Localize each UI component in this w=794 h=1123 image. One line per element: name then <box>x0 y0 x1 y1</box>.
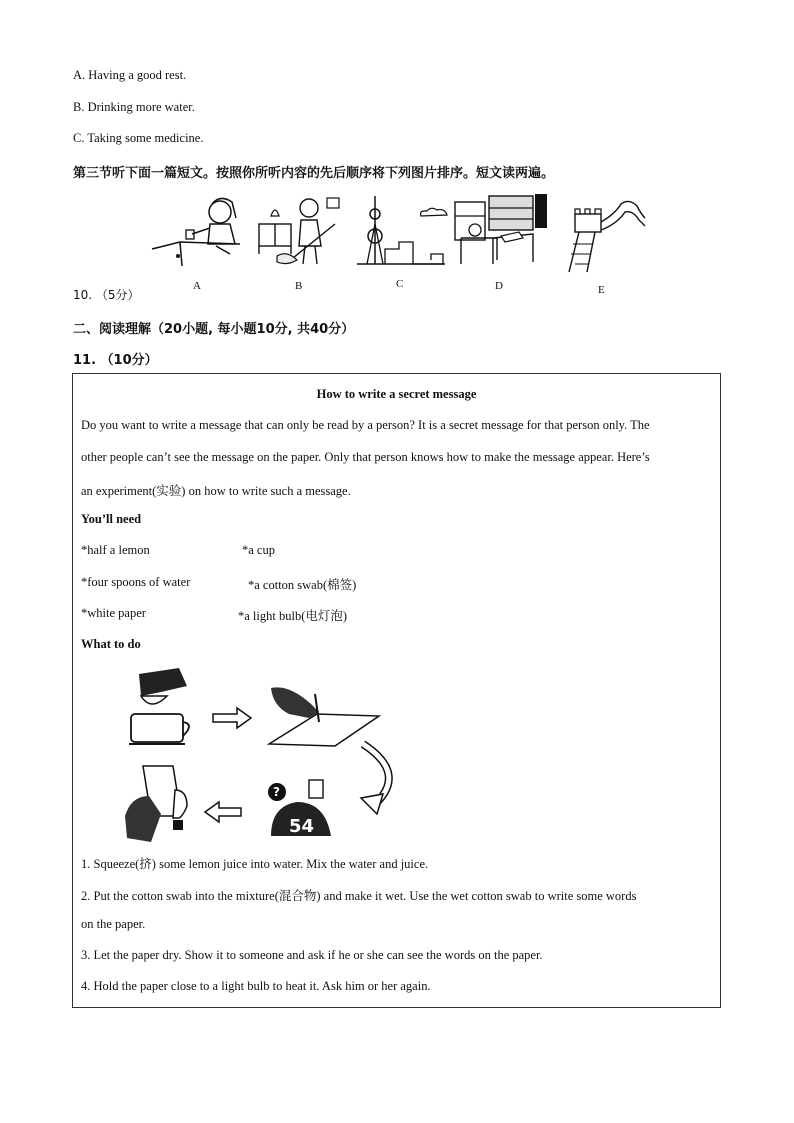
step-line: on the paper. <box>81 917 146 931</box>
picture-label-e: E <box>598 284 605 296</box>
need-item: *half a lemon <box>81 543 150 557</box>
need-heading: You’ll need <box>81 512 142 526</box>
intro-line: other people can’t see the message on the paper. Only that person knows how to make the message appear. Here’s <box>81 450 650 464</box>
bulb-paper-icon <box>125 766 187 842</box>
intro-line: Do you want to write a message that can only be read by a person? It is a secret message for that person only. The <box>81 418 650 432</box>
option-a: A. Having a good rest. <box>73 68 187 82</box>
option-b: B. Drinking more water. <box>73 100 195 114</box>
person-question-icon <box>268 780 331 837</box>
step-line: 3. Let the paper dry. Show it to someone and ask if he or she can see the words on the paper. <box>81 948 543 962</box>
step-line: 2. Put the cotton swab into the mixture(混合物) and make it wet. Use the wet cotton swab to write some words <box>81 889 637 903</box>
intro-line: an experiment(实验) on how to write such a message. <box>81 484 351 498</box>
todo-heading: What to do <box>81 637 141 651</box>
need-item: *white paper <box>81 606 146 620</box>
cloud-icon <box>417 206 451 220</box>
reading-passage-box <box>72 373 721 1008</box>
passage-title: How to write a secret message <box>316 387 477 401</box>
svg-text:?: ? <box>273 785 280 799</box>
picture-label-d: D <box>495 280 503 292</box>
need-item: *four spoons of water <box>81 575 191 589</box>
option-c: C. Taking some medicine. <box>73 131 204 145</box>
question-10: 10. （5分） <box>73 288 140 302</box>
girl-sweeping-icon <box>257 194 347 269</box>
step-line: 1. Squeeze(挤) some lemon juice into water. Mix the water and juice. <box>81 857 429 871</box>
section3-instruction: 第三节听下面一篇短文。按照你所听内容的先后顺序将下列图片排序。短文读两遍。 <box>73 166 555 181</box>
writing-hand-icon <box>269 687 379 746</box>
listening-pictures <box>145 194 655 299</box>
picture-label-a: A <box>193 280 201 292</box>
great-wall-icon <box>565 194 647 274</box>
step-line: 4. Hold the paper close to a light bulb to heat it. Ask him or her again. <box>81 979 431 993</box>
girl-drinking-icon <box>150 194 245 269</box>
question-11: 11. （10分） <box>73 353 158 368</box>
need-item: *a cup <box>242 543 275 557</box>
lemon-cup-icon <box>129 668 189 744</box>
need-item: *a cotton swab(棉签) <box>248 578 357 592</box>
jersey-number: 54 <box>289 816 315 837</box>
picture-label-c: C <box>396 278 404 290</box>
girl-reading-in-bed-icon <box>453 194 549 269</box>
steps-figure <box>121 666 401 846</box>
need-item: *a light bulb(电灯泡) <box>238 609 348 623</box>
picture-label-b: B <box>295 280 303 292</box>
section2-heading: 二、阅读理解（20小题, 每小题10分, 共40分） <box>73 322 355 337</box>
